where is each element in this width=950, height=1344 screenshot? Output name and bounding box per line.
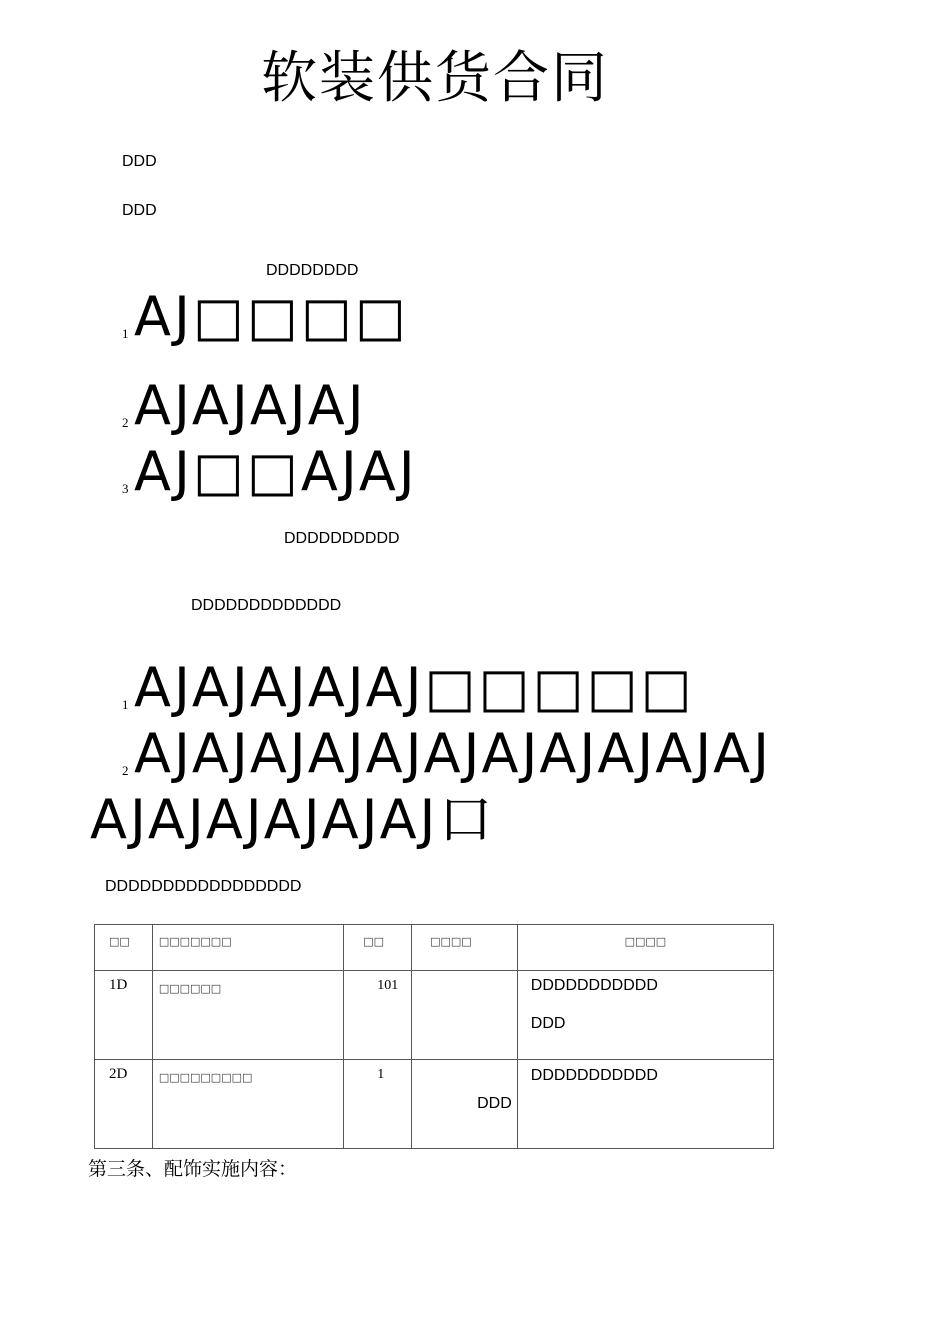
- row-1-note-line1: DDDDDDDDDDD: [530, 977, 658, 994]
- section1-item-1-text: AJ□□□□: [134, 285, 409, 348]
- article3-heading: 第三条、配饰实施内容：: [88, 1158, 298, 1180]
- section1-item-3-number: 3: [122, 481, 129, 496]
- row-2-price: DDD: [477, 1095, 512, 1112]
- header-note: □□□□: [624, 935, 667, 948]
- items-table: [94, 924, 774, 1149]
- section3-item-1-text: AJAJAJAJAJ□□□□□: [134, 656, 695, 719]
- row-2-name: □□□□□□□□□: [158, 1071, 253, 1084]
- document-title: 软装供货合同: [261, 46, 609, 111]
- row-2-note-line1: DDDDDDDDDDD: [530, 1067, 658, 1084]
- row-2-qty: 1: [377, 1067, 385, 1082]
- party-a-label: DDD: [122, 153, 157, 170]
- section1-item-1-number: 1: [122, 326, 129, 341]
- section1-item-2-number: 2: [122, 415, 129, 430]
- section3-item-1-number: 1: [122, 697, 129, 712]
- table-row: [95, 1060, 774, 1149]
- section2-heading: DDDDDDDDDD: [284, 530, 400, 547]
- header-qty: □□: [363, 935, 384, 948]
- party-b-label: DDD: [122, 202, 157, 219]
- table-header-row: [95, 925, 774, 971]
- table-caption: DDDDDDDDDDDDDDDDD: [105, 878, 302, 895]
- row-1-name: □□□□□□: [158, 982, 222, 995]
- section3-item-2-number: 2: [122, 763, 129, 778]
- header-no: □□: [109, 935, 130, 948]
- section3-item-2-text: AJAJAJAJAJAJAJAJAJAJAJ: [134, 722, 773, 785]
- row-1-note-line2: DDD: [530, 1015, 566, 1032]
- section1-item-2-text: AJAJAJAJ: [134, 374, 367, 437]
- row-1-qty: 101: [377, 978, 399, 993]
- section1-heading: DDDDDDDD: [266, 262, 359, 279]
- section1-item-3-text: AJ□□AJAJ: [134, 440, 418, 503]
- section3-heading: DDDDDDDDDDDDD: [191, 597, 342, 614]
- section3-item-2-continuation: AJAJAJAJAJAJ口: [90, 788, 496, 851]
- row-2-no: 2D: [109, 1066, 128, 1082]
- table-row: [95, 971, 774, 1060]
- row-1-no: 1D: [109, 977, 128, 993]
- header-price: □□□□: [430, 935, 472, 948]
- header-name: □□□□□□□: [158, 935, 232, 948]
